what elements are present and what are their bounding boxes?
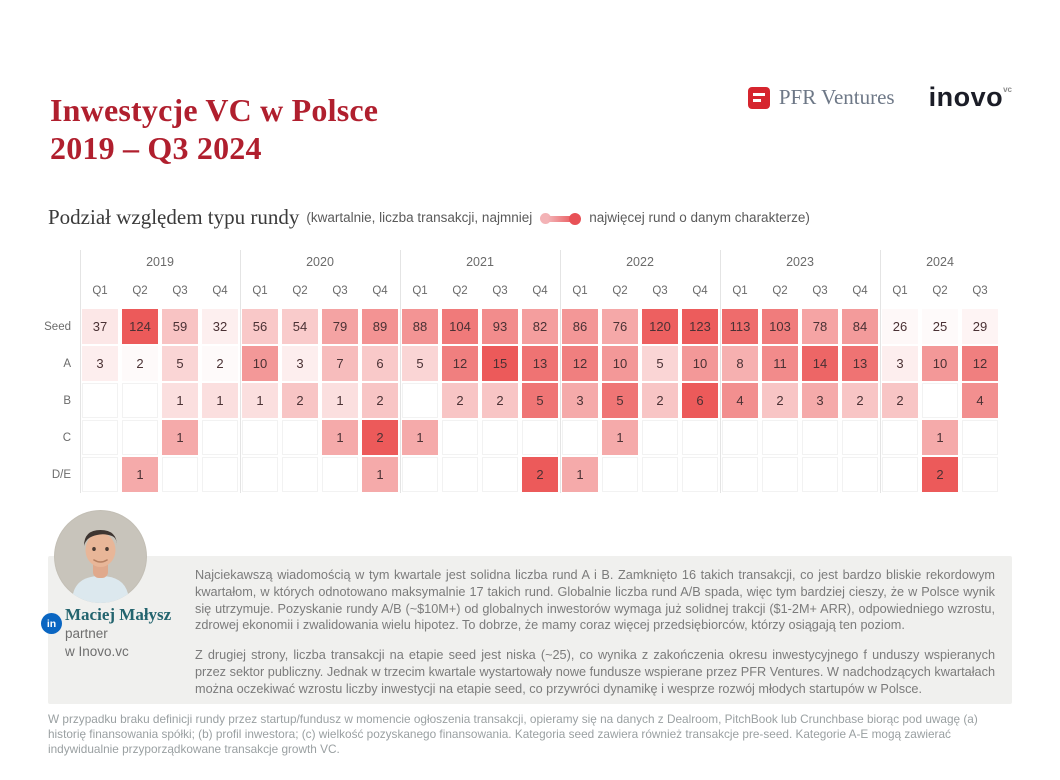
heatmap-cell (640, 419, 680, 456)
heatmap-cell: 84 (840, 308, 880, 345)
heatmap-cell: 2 (440, 382, 480, 419)
quarter-header: Q2 (932, 285, 948, 297)
quarter-header: Q1 (892, 285, 908, 297)
quarter-header: Q2 (612, 285, 628, 297)
heatmap-cell (480, 456, 520, 493)
quarter-header: Q4 (212, 285, 228, 297)
heatmap-cell (160, 456, 200, 493)
heatmap-cell (640, 456, 680, 493)
inovo-logo-sup: vc (1003, 85, 1012, 94)
legend-suffix: najwięcej rund o danym charakterze) (589, 210, 810, 225)
page-title-line1: Inwestycje VC w Polsce (50, 92, 379, 129)
heatmap-cell (920, 382, 960, 419)
heatmap-cell: 5 (160, 345, 200, 382)
heatmap-cell (560, 419, 600, 456)
heatmap-cell (760, 456, 800, 493)
year-header-2023: 2023 (786, 255, 814, 269)
heatmap-cell (120, 382, 160, 419)
heatmap-cell: 2 (760, 382, 800, 419)
avatar-photo (54, 510, 147, 603)
quarter-header: Q3 (172, 285, 188, 297)
pfr-logo-text: PFR Ventures (778, 85, 895, 109)
quarter-header: Q1 (572, 285, 588, 297)
heatmap-cell: 2 (520, 456, 560, 493)
heatmap-cell (880, 419, 920, 456)
heatmap-cell: 3 (880, 345, 920, 382)
quarter-header: Q3 (332, 285, 348, 297)
heatmap-cell: 1 (920, 419, 960, 456)
person-org: w Inovo.vc (65, 644, 129, 659)
row-label-seed: Seed (44, 320, 71, 333)
heatmap-cell: 13 (840, 345, 880, 382)
quarter-header: Q3 (812, 285, 828, 297)
year-separator-line (880, 250, 881, 493)
heatmap-cell: 1 (200, 382, 240, 419)
heatmap-cell: 7 (320, 345, 360, 382)
heatmap-cell (240, 419, 280, 456)
year-header-2020: 2020 (306, 255, 334, 269)
quarter-row-spacer (48, 274, 80, 308)
avatar (54, 510, 147, 603)
heatmap-cell: 86 (560, 308, 600, 345)
heatmap-cell: 76 (600, 308, 640, 345)
heatmap-cell: 2 (280, 382, 320, 419)
heatmap-cell: 3 (280, 345, 320, 382)
heatmap-cell: 1 (320, 382, 360, 419)
heatmap-cell: 3 (80, 345, 120, 382)
color-scale-legend-icon (540, 213, 581, 225)
heatmap-cell (200, 419, 240, 456)
heatmap-cell: 29 (960, 308, 1000, 345)
heatmap-cell: 2 (360, 382, 400, 419)
heatmap-cell: 3 (560, 382, 600, 419)
quarter-header: Q3 (972, 285, 988, 297)
heatmap-cell: 10 (680, 345, 720, 382)
heatmap-cell (680, 419, 720, 456)
heatmap-cell: 6 (680, 382, 720, 419)
heatmap-cell: 1 (240, 382, 280, 419)
heatmap-cell: 120 (640, 308, 680, 345)
heatmap-cell (600, 456, 640, 493)
pfr-flag-icon (748, 87, 770, 109)
year-header-2019: 2019 (146, 255, 174, 269)
year-row-spacer (48, 250, 80, 274)
heatmap-cell: 4 (720, 382, 760, 419)
heatmap-cell: 2 (200, 345, 240, 382)
heatmap-cell: 6 (360, 345, 400, 382)
heatmap-cell (80, 382, 120, 419)
page-title-line2: 2019 – Q3 2024 (50, 130, 262, 167)
person-info (65, 605, 171, 661)
quarter-header: Q3 (652, 285, 668, 297)
person-name: Maciej Małysz (65, 605, 172, 624)
heatmap-cell: 10 (920, 345, 960, 382)
heatmap-cell (400, 456, 440, 493)
heatmap-cell: 104 (440, 308, 480, 345)
legend-max-dot-icon (569, 213, 581, 225)
logo-bar (748, 84, 1012, 111)
heatmap-cell (840, 456, 880, 493)
heatmap-cell (840, 419, 880, 456)
quarter-header: Q4 (692, 285, 708, 297)
heatmap-cell: 25 (920, 308, 960, 345)
pfr-ventures-logo (748, 85, 895, 110)
heatmap-cell: 89 (360, 308, 400, 345)
heatmap-cell: 12 (960, 345, 1000, 382)
heatmap-cell: 12 (560, 345, 600, 382)
commentary-paragraph-2: Z drugiej strony, liczba transakcji na etapie seed jest niska (~25), co wynika z zakończenia okresu inwestycyjnego f unduszy wspieranych przez sektor publiczny. Jednak w trzecim kwartale wystartowały nowe fundusze wspierane przez PFR Ventures. W nadchodzących kwartałach można oczekiwać wzrostu liczby inwestycji na etapie seed, co przywróci dynamikę i wesprze rozwój młodych startupów w Polsce. (195, 648, 995, 696)
heatmap-cell: 2 (840, 382, 880, 419)
year-separator-line (720, 250, 721, 493)
person-role: partner (65, 626, 108, 641)
quarter-header: Q2 (772, 285, 788, 297)
heatmap-cell: 1 (160, 419, 200, 456)
heatmap-cell: 1 (560, 456, 600, 493)
heatmap-cell (960, 419, 1000, 456)
heatmap-cell: 123 (680, 308, 720, 345)
heatmap-cell (80, 419, 120, 456)
heatmap-cell: 103 (760, 308, 800, 345)
inovo-logo: inovo$^{vc}$ (928, 82, 1012, 112)
heatmap-cell (280, 456, 320, 493)
heatmap-cell: 1 (360, 456, 400, 493)
heatmap-cell: 1 (120, 456, 160, 493)
year-separator-line (560, 250, 561, 493)
heatmap-cell: 1 (600, 419, 640, 456)
heatmap-cell (400, 382, 440, 419)
quarter-header: Q4 (852, 285, 868, 297)
quarter-header: Q2 (132, 285, 148, 297)
heatmap-cell: 82 (520, 308, 560, 345)
quarter-header: Q1 (92, 285, 108, 297)
heatmap-cell (120, 419, 160, 456)
heatmap-cell: 2 (920, 456, 960, 493)
heatmap-cell: 56 (240, 308, 280, 345)
heatmap-cell: 14 (800, 345, 840, 382)
quarter-header: Q3 (492, 285, 508, 297)
heatmap-cell: 4 (960, 382, 1000, 419)
quarter-header: Q4 (372, 285, 388, 297)
heatmap-cell: 59 (160, 308, 200, 345)
row-label-c: C (62, 431, 71, 444)
heatmap-cell (680, 456, 720, 493)
heatmap-cell: 93 (480, 308, 520, 345)
heatmap-cell: 1 (320, 419, 360, 456)
heatmap-cell: 5 (600, 382, 640, 419)
heatmap-cell: 8 (720, 345, 760, 382)
heatmap-cell: 15 (480, 345, 520, 382)
linkedin-icon[interactable]: in (41, 613, 62, 634)
heatmap-cell: 10 (600, 345, 640, 382)
section-header (48, 205, 810, 230)
year-header-2024: 2024 (926, 255, 954, 269)
heatmap-cell: 78 (800, 308, 840, 345)
heatmap-cell: 79 (320, 308, 360, 345)
heatmap-cell: 2 (120, 345, 160, 382)
heatmap-cell: 11 (760, 345, 800, 382)
heatmap-cell: 2 (880, 382, 920, 419)
heatmap-cell: 13 (520, 345, 560, 382)
row-label-d-e: D/E (51, 468, 71, 481)
heatmap-cell (880, 456, 920, 493)
year-header-2021: 2021 (466, 255, 494, 269)
heatmap-cell (440, 456, 480, 493)
heatmap-cell: 10 (240, 345, 280, 382)
commentary-paragraph-1: Najciekawszą wiadomością w tym kwartale jest solidna liczba rund A i B. Zamknięto 16 takich transakcji, co jest bardzo bliskie rekordowym kwartałom, w których odnotowano maksymalnie 17 takich rund. Globalnie liczba rund A/B spada, więc tym bardziej cieszy, że w Polsce wynik się utrzymuje. Pozyskanie rundy A/B (~$10M+) od globalnych inwestorów wymaga już solidnej trakcji ($1-2M+ ARR), odpowiedniego wzrostu, zdrowej ekonomii i zwalidowania wielu hipotez. To dobrze, że mamy coraz więcej przedsiębiorców, którzy osiągają ten poziom. (195, 568, 995, 633)
heatmap-cell: 3 (800, 382, 840, 419)
heatmap-cell: 12 (440, 345, 480, 382)
heatmap-cell (280, 419, 320, 456)
commentary-text (195, 567, 995, 711)
section-heading: Podział względem typu rundy (48, 205, 300, 229)
heatmap-cell (760, 419, 800, 456)
quarter-header: Q1 (412, 285, 428, 297)
heatmap-cell (440, 419, 480, 456)
heatmap-cell: 5 (520, 382, 560, 419)
heatmap-cell (320, 456, 360, 493)
year-separator-line (240, 250, 241, 493)
heatmap-cell (800, 419, 840, 456)
heatmap-cell: 26 (880, 308, 920, 345)
heatmap-cell: 2 (360, 419, 400, 456)
heatmap-cell: 124 (120, 308, 160, 345)
heatmap-cell: 113 (720, 308, 760, 345)
heatmap-cell: 88 (400, 308, 440, 345)
row-label-a: A (63, 357, 71, 370)
heatmap-cell: 54 (280, 308, 320, 345)
heatmap-cell: 32 (200, 308, 240, 345)
year-header-2022: 2022 (626, 255, 654, 269)
heatmap-cell: 37 (80, 308, 120, 345)
year-separator-line (400, 250, 401, 493)
quarter-header: Q1 (732, 285, 748, 297)
quarter-header: Q2 (292, 285, 308, 297)
heatmap-cell (240, 456, 280, 493)
legend-prefix: (kwartalnie, liczba transakcji, najmniej (306, 210, 533, 225)
quarter-header: Q2 (452, 285, 468, 297)
heatmap-cell (200, 456, 240, 493)
footnote: W przypadku braku definicji rundy przez startup/fundusz w momencie ogłoszenia transakcji, opieramy się na danych z Dealroom, PitchBook lub Crunchbase biorąc pod uwagę (a) historię finansowania spółki; (b) profil inwestora; (c) wielkość pozyskanego finansowania. Kategoria seed zawiera również transakcje pre-seed. Kategorie A-E mogą zawierać indywidualnie przyporządkowane transakcje growth VC. (48, 712, 978, 756)
heatmap-cell (960, 456, 1000, 493)
heatmap-cell (80, 456, 120, 493)
heatmap-cell (520, 419, 560, 456)
heatmap-cell: 2 (640, 382, 680, 419)
year-separator-line (80, 250, 81, 493)
heatmap-cell (800, 456, 840, 493)
rounds-heatmap-table (44, 250, 1000, 493)
heatmap-cell: 2 (480, 382, 520, 419)
page-title (50, 91, 378, 167)
heatmap-cell (480, 419, 520, 456)
heatmap-cell (720, 419, 760, 456)
heatmap-cell: 1 (160, 382, 200, 419)
row-label-b: B (63, 394, 71, 407)
quarter-header: Q4 (532, 285, 548, 297)
heatmap-cell: 5 (640, 345, 680, 382)
heatmap-cell: 1 (400, 419, 440, 456)
heatmap-cell (720, 456, 760, 493)
quarter-header: Q1 (252, 285, 268, 297)
heatmap-cell: 5 (400, 345, 440, 382)
